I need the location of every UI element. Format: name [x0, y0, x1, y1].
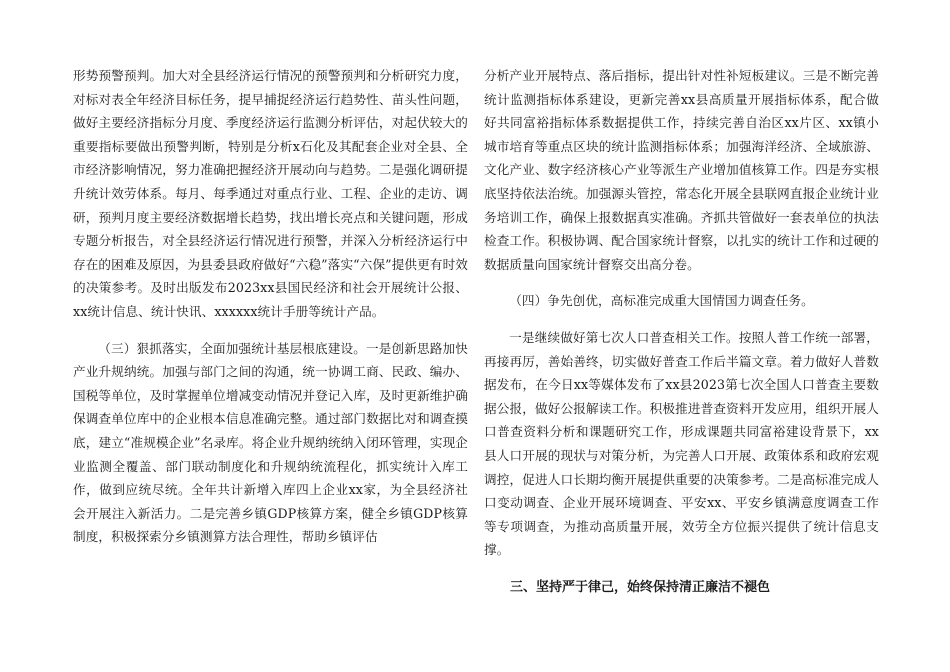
- left-paragraph-2: （三）狠抓落实，全面加强统计基层根底建设。一是创新思路加快产业升规纳统。加强与部门之间的沟通，统一协调工商、民政、编办、国税等单位，及时掌握单位增减变动情况并登记入库，及时更新维护确保调查单位库中的企业根本信息准确完整。通过部门数据比对和调查摸底，建立“准规模企业”名录库。将企业升规纳统纳入闭环管理，实现企业监测全覆盖、部门联动制度化和升规纳统流程化，抓实统计入库工作，做到应统尽统。全年共计新增入库四上企业xx家，为全县经济社会开展注入新活力。二是完善乡镇GDP核算方案，健全乡镇GDP核算制度，积极探索分乡镇测算方法合理性，帮助乡镇评估: [73, 340, 468, 545]
- left-column: [73, 64, 468, 549]
- right-paragraph-3: 一是继续做好第七次人口普查相关工作。按照人普工作统一部署，再接再厉，善始善终，切实做好普查工作后半篇文章。着力做好人普数据发布，在今日xx等媒体发布了xx县2023第七次全国人口普查主要数据公报，做好公报解读工作。积极推进普查资料开发应用，组织开展人口普查资料分析和课题研究工作，形成课题共同富裕建设背景下，xx县人口开展的现状与对策分析，为完善人口开展、政策体系和政府宏观调控，促进人口长期均衡开展提供重要的决策参考。二是高标准完成人口变动调查、企业开展环境调查、平安xx、平安乡镇满意度调查工作等专项调查，为推动高质量开展，效劳全方位振兴提供了统计信息支撑。: [484, 329, 879, 558]
- right-column: [484, 64, 879, 600]
- section-subheading: （四）争先创优，高标准完成重大国情国力调查任务。: [509, 293, 814, 309]
- section-heading: 三、坚持严于律己，始终保持清正廉洁不褪色: [510, 579, 771, 595]
- left-paragraph-1: 形势预警预判。加大对全县经济运行情况的预警预判和分析研究力度，对标对表全年经济目标任务，提早捕捉经济运行趋势性、苗头性问题，做好主要经济指标分月度、季度经济运行监测分析评估，对起伏较大的重要指标要做出预警判断，特别是分析x石化及其配套企业对全县、全市经济影响情况，努力准确把握经济开展动向与趋势。二是强化调研提升统计效劳体系。每月、每季通过对重点行业、工程、企业的走访、调研，预判月度主要经济数据增长趋势，找出增长亮点和关键问题，形成专题分析报告，对全县经济运行情况进行预警，并深入分析经济运行中存在的困难及原因，为县委县政府做好“六稳”落实“六保”提供更有时效的决策参考。及时出版发布2023xx县国民经济和社会开展统计公报、xx统计信息、统计快讯、xxxxxx统计手册等统计产品。: [73, 68, 468, 319]
- right-paragraph-1: 分析产业开展特点、落后指标，提出针对性补短板建议。三是不断完善统计监测指标体系建设，更新完善xx县高质量开展指标体系，配合做好共同富裕指标体系数据提供工作，持续完善自治区xx片区、xx镇小城市培育等重点区块的统计监测指标体系；加强海洋经济、全域旅游、文化产业、数字经济核心产业等派生产业增加值核算工作。四是夯实根底坚持依法治统。加强源头管控，常态化开展全县联网直报企业统计业务培训工作，确保上报数据真实准确。齐抓共管做好一套表单位的执法检查工作。积极协调、配合国家统计督察，以扎实的统计工作和过硬的数据质量向国家统计督察交出高分卷。: [484, 68, 879, 272]
